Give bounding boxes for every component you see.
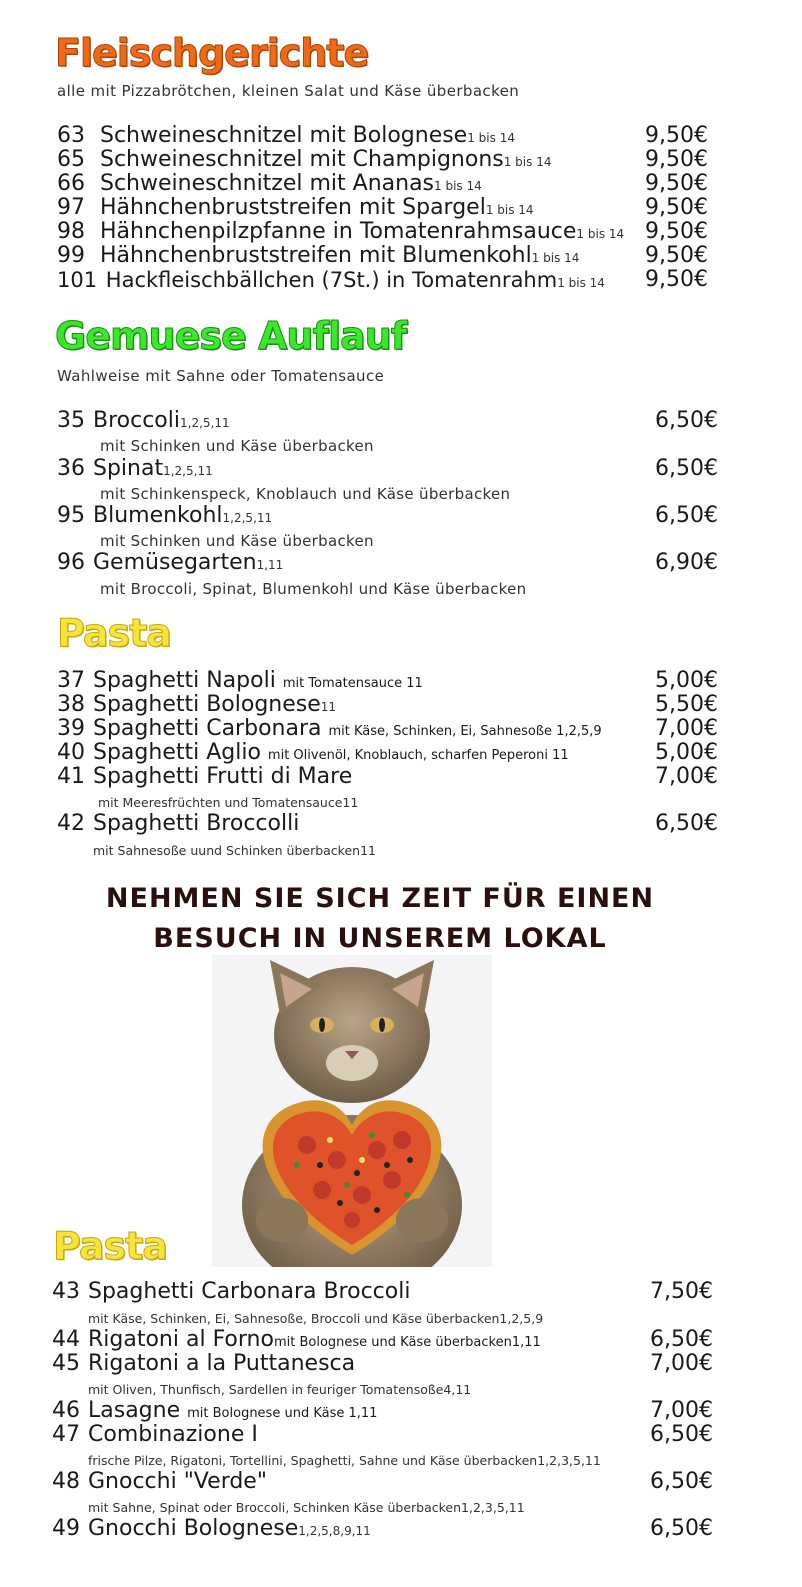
cat-pizza-image (212, 955, 492, 1267)
item-description: mit Schinken und Käse überbacken (100, 532, 374, 550)
menu-item (57, 669, 737, 693)
item-name: Rigatoni a la Puttanesca (88, 1351, 356, 1376)
item-price: 6,50€ (655, 811, 718, 836)
menu-item (57, 717, 737, 741)
item-price: 6,50€ (650, 1516, 713, 1541)
item-allergens: 1 bis 14 (557, 276, 605, 290)
item-name: Hähnchenpilzpfanne in Tomatenrahmsauce (100, 219, 577, 244)
item-allergens: 1,2,5,11 (222, 511, 273, 525)
item-number: 63 (57, 123, 85, 148)
item-description: mit Broccoli, Spinat, Blumenkohl und Käse überbacken (100, 580, 527, 598)
item-number: 38 (57, 692, 85, 717)
menu-item (52, 1280, 732, 1304)
item-price: 5,00€ (655, 740, 718, 765)
item-number: 49 (52, 1516, 80, 1541)
section-title-pasta-2: Pasta (53, 1224, 167, 1268)
item-description: mit Schinkenspeck, Knoblauch und Käse überbacken (100, 485, 511, 503)
item-note: mit Tomatensauce 11 (282, 676, 423, 691)
item-allergens: 1 bis 14 (531, 251, 580, 265)
menu-item (52, 1423, 732, 1447)
item-name: Spaghetti Carbonara (93, 716, 322, 741)
item-number: 66 (57, 171, 85, 196)
menu-item (52, 1352, 732, 1376)
item-allergens: 1 bis 14 (485, 203, 534, 217)
menu-item (57, 551, 737, 575)
item-price: 7,00€ (655, 716, 718, 741)
section-title-fleischgerichte: Fleischgerichte (55, 31, 369, 75)
item-name: Spaghetti Broccolli (93, 811, 300, 836)
item-allergens: 1 bis 14 (503, 155, 552, 169)
item-price: 6,50€ (655, 456, 718, 481)
menu-item (57, 124, 737, 148)
item-number: 98 (57, 219, 85, 244)
item-name: Spaghetti Aglio (93, 740, 261, 765)
promo-line-1: NEHMEN SIE SICH ZEIT FÜR EINEN (105, 883, 655, 914)
menu-item (52, 1399, 732, 1423)
item-number: 35 (57, 408, 85, 433)
section-title-gemuese-auflauf: Gemuese Auflauf (55, 314, 407, 358)
menu-item (57, 244, 737, 268)
item-number: 97 (57, 195, 85, 220)
item-price: 9,50€ (645, 171, 708, 196)
item-price: 6,90€ (655, 550, 718, 575)
item-description: mit Käse, Schinken, Ei, Sahnesoße, Broccoli und Käse überbacken1,2,5,9 (88, 1311, 544, 1326)
menu-item (57, 812, 737, 836)
item-price: 9,50€ (645, 123, 708, 148)
item-name: Spaghetti Napoli (93, 668, 276, 693)
item-price: 5,00€ (655, 668, 718, 693)
menu-item (57, 457, 737, 481)
menu-item (57, 268, 737, 292)
item-note: mit Bolognese und Käse 1,11 (187, 1406, 378, 1421)
menu-item (57, 741, 737, 765)
item-name: Hähnchenbruststreifen mit Spargel (100, 195, 486, 220)
menu-item (52, 1328, 732, 1352)
item-name: Spaghetti Bolognese (93, 692, 321, 717)
item-number: 37 (57, 668, 85, 693)
item-number: 43 (52, 1279, 80, 1304)
item-name: Spaghetti Carbonara Broccoli (88, 1279, 411, 1304)
item-name: Broccoli (93, 408, 180, 433)
item-number: 40 (57, 740, 85, 765)
item-number: 44 (52, 1327, 80, 1352)
item-name: Hähnchenbruststreifen mit Blumenkohl (100, 243, 532, 268)
item-name: Rigatoni al Forno (88, 1327, 274, 1352)
menu-item (57, 504, 737, 528)
item-allergens: 1,2,5,8,9,11 (298, 1524, 371, 1538)
item-price: 9,50€ (645, 147, 708, 172)
item-name: Schweineschnitzel mit Champignons (100, 147, 504, 172)
menu-item (52, 1517, 732, 1541)
item-price: 6,50€ (655, 503, 718, 528)
menu-item (52, 1470, 732, 1494)
item-name: Combinazione I (88, 1422, 258, 1447)
item-note: mit Olivenöl, Knoblauch, scharfen Peperoni 11 (267, 748, 569, 763)
item-name: Blumenkohl (93, 503, 223, 528)
item-allergens: 1,11 (256, 558, 284, 572)
item-price: 6,50€ (650, 1327, 713, 1352)
item-price: 7,50€ (650, 1279, 713, 1304)
item-name: Schweineschnitzel mit Bolognese (100, 123, 468, 148)
item-number: 42 (57, 811, 85, 836)
item-number: 95 (57, 503, 85, 528)
item-number: 39 (57, 716, 85, 741)
menu-item (57, 220, 737, 244)
item-name: Gnocchi "Verde" (88, 1469, 267, 1494)
item-name: Gnocchi Bolognese (88, 1516, 299, 1541)
promo-line-2: BESUCH IN UNSEREM LOKAL (153, 923, 607, 954)
item-number: 46 (52, 1398, 80, 1423)
item-allergens: 1 bis 14 (576, 227, 625, 241)
item-price: 9,50€ (645, 267, 708, 292)
section-subtitle-gemuese-auflauf: Wahlweise mit Sahne oder Tomatensauce (57, 367, 385, 385)
item-number: 96 (57, 550, 85, 575)
item-description: mit Meeresfrüchten und Tomatensauce11 (98, 795, 359, 810)
item-number: 47 (52, 1422, 80, 1447)
menu-item (57, 693, 737, 717)
item-name: Spaghetti Frutti di Mare (93, 764, 353, 789)
item-price: 5,50€ (655, 692, 718, 717)
item-number: 45 (52, 1351, 80, 1376)
item-description: mit Schinken und Käse überbacken (100, 437, 374, 455)
item-name: Schweineschnitzel mit Ananas (100, 171, 435, 196)
item-note: mit Bolognese und Käse überbacken1,11 (273, 1335, 541, 1350)
item-price: 9,50€ (645, 195, 708, 220)
item-price: 9,50€ (645, 243, 708, 268)
item-price: 6,50€ (650, 1422, 713, 1447)
item-description: mit Sahnesoße uund Schinken überbacken11 (93, 843, 376, 858)
item-number: 101 (57, 268, 98, 292)
menu-item (57, 172, 737, 196)
item-price: 7,00€ (650, 1398, 713, 1423)
item-description: frische Pilze, Rigatoni, Tortellini, Spaghetti, Sahne und Käse überbacken1,2,3,5,11 (88, 1453, 601, 1468)
item-description: mit Oliven, Thunfisch, Sardellen in feuriger Tomatensoße4,11 (88, 1382, 472, 1397)
item-price: 7,00€ (655, 764, 718, 789)
item-name: Gemüsegarten (93, 550, 257, 575)
item-number: 65 (57, 147, 85, 172)
menu-item (57, 148, 737, 172)
item-price: 9,50€ (645, 219, 708, 244)
item-number: 36 (57, 456, 85, 481)
item-name: Lasagne (88, 1398, 181, 1423)
menu-item (57, 765, 737, 789)
item-price: 6,50€ (655, 408, 718, 433)
item-allergens: 1,2,5,11 (163, 464, 213, 478)
item-allergens: 11 (320, 700, 337, 714)
item-allergens: 1 bis 14 (434, 179, 482, 193)
menu-item (57, 196, 737, 220)
menu-item (57, 409, 737, 433)
item-description: mit Sahne, Spinat oder Broccoli, Schinken Käse überbacken1,2,3,5,11 (88, 1500, 525, 1515)
item-number: 48 (52, 1469, 80, 1494)
item-name: Hackfleischbällchen (7St.) in Tomatenrahm (105, 268, 558, 292)
section-title-pasta: Pasta (57, 611, 171, 655)
item-note: mit Käse, Schinken, Ei, Sahnesoße 1,2,5,9 (328, 724, 602, 739)
item-price: 7,00€ (650, 1351, 713, 1376)
item-allergens: 1 bis 14 (467, 131, 515, 145)
item-number: 41 (57, 764, 85, 789)
item-price: 6,50€ (650, 1469, 713, 1494)
section-subtitle-fleischgerichte: alle mit Pizzabrötchen, kleinen Salat und Käse überbacken (57, 82, 520, 100)
item-name: Spinat (93, 456, 164, 481)
item-allergens: 1,2,5,11 (180, 416, 230, 430)
item-number: 99 (57, 243, 85, 268)
